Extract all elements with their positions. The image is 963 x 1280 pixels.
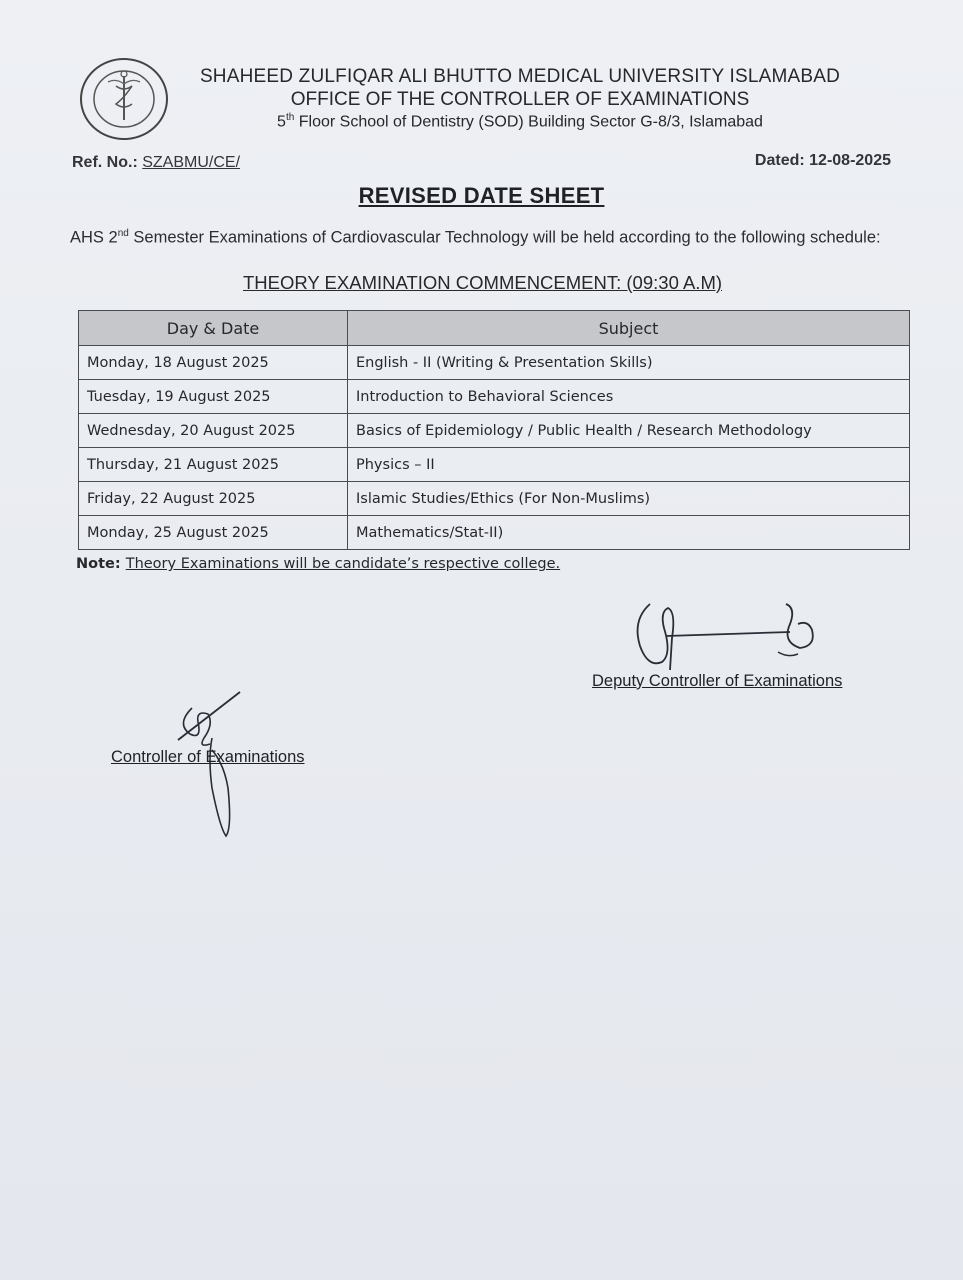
table-row [79,414,910,448]
table-row [79,448,910,482]
subject-cell: Islamic Studies/Ethics (For Non-Muslims) [348,482,910,516]
day-date-cell: Monday, 18 August 2025 [79,346,348,380]
day-date-cell: Thursday, 21 August 2025 [79,448,348,482]
office-name: OFFICE OF THE CONTROLLER OF EXAMINATIONS [290,89,750,110]
deputy-controller-signature-label: Deputy Controller of Examinations [592,672,843,690]
day-date-cell: Tuesday, 19 August 2025 [79,380,348,414]
subject-cell: Mathematics/Stat-II) [348,516,910,550]
reference-number: Ref. No.: SZABMU/CE/ [72,154,241,171]
university-name: SHAHEED ZULFIQAR ALI BHUTTO MEDICAL UNIVERSITY ISLAMABAD [199,66,841,87]
subject-cell: Basics of Epidemiology / Public Health / Research Methodology [348,414,910,448]
column-header-day-date: Day & Date [79,311,348,346]
table-row [79,346,910,380]
subject-cell: Physics – II [348,448,910,482]
table-row [79,380,910,414]
table-row [79,482,910,516]
document-title: REVISED DATE SHEET [358,183,605,208]
subject-cell: Introduction to Behavioral Sciences [348,380,910,414]
deputy-signature-scrawl [620,598,830,674]
column-header-subject: Subject [348,311,910,346]
controller-signature-label: Controller of Examinations [111,748,305,766]
day-date-cell: Friday, 22 August 2025 [79,482,348,516]
office-address: 5th Floor School of Dentistry (SOD) Building Sector G-8/3, Islamabad [277,112,763,131]
subject-cell: English - II (Writing & Presentation Skills) [348,346,910,380]
day-date-cell: Wednesday, 20 August 2025 [79,414,348,448]
table-row [79,516,910,550]
intro-paragraph: AHS 2nd Semester Examinations of Cardiovascular Technology will be held according to the following schedule: [70,228,881,247]
university-seal-logo [78,56,170,142]
document-date: Dated: 12-08-2025 [754,152,891,169]
exam-schedule-table [78,310,910,550]
exam-note: Note: Theory Examinations will be candidate’s respective college. [76,556,561,572]
day-date-cell: Monday, 25 August 2025 [79,516,348,550]
exam-commencement-heading: THEORY EXAMINATION COMMENCEMENT: (09:30 A.M) [243,272,723,293]
table-header-row [79,311,910,346]
